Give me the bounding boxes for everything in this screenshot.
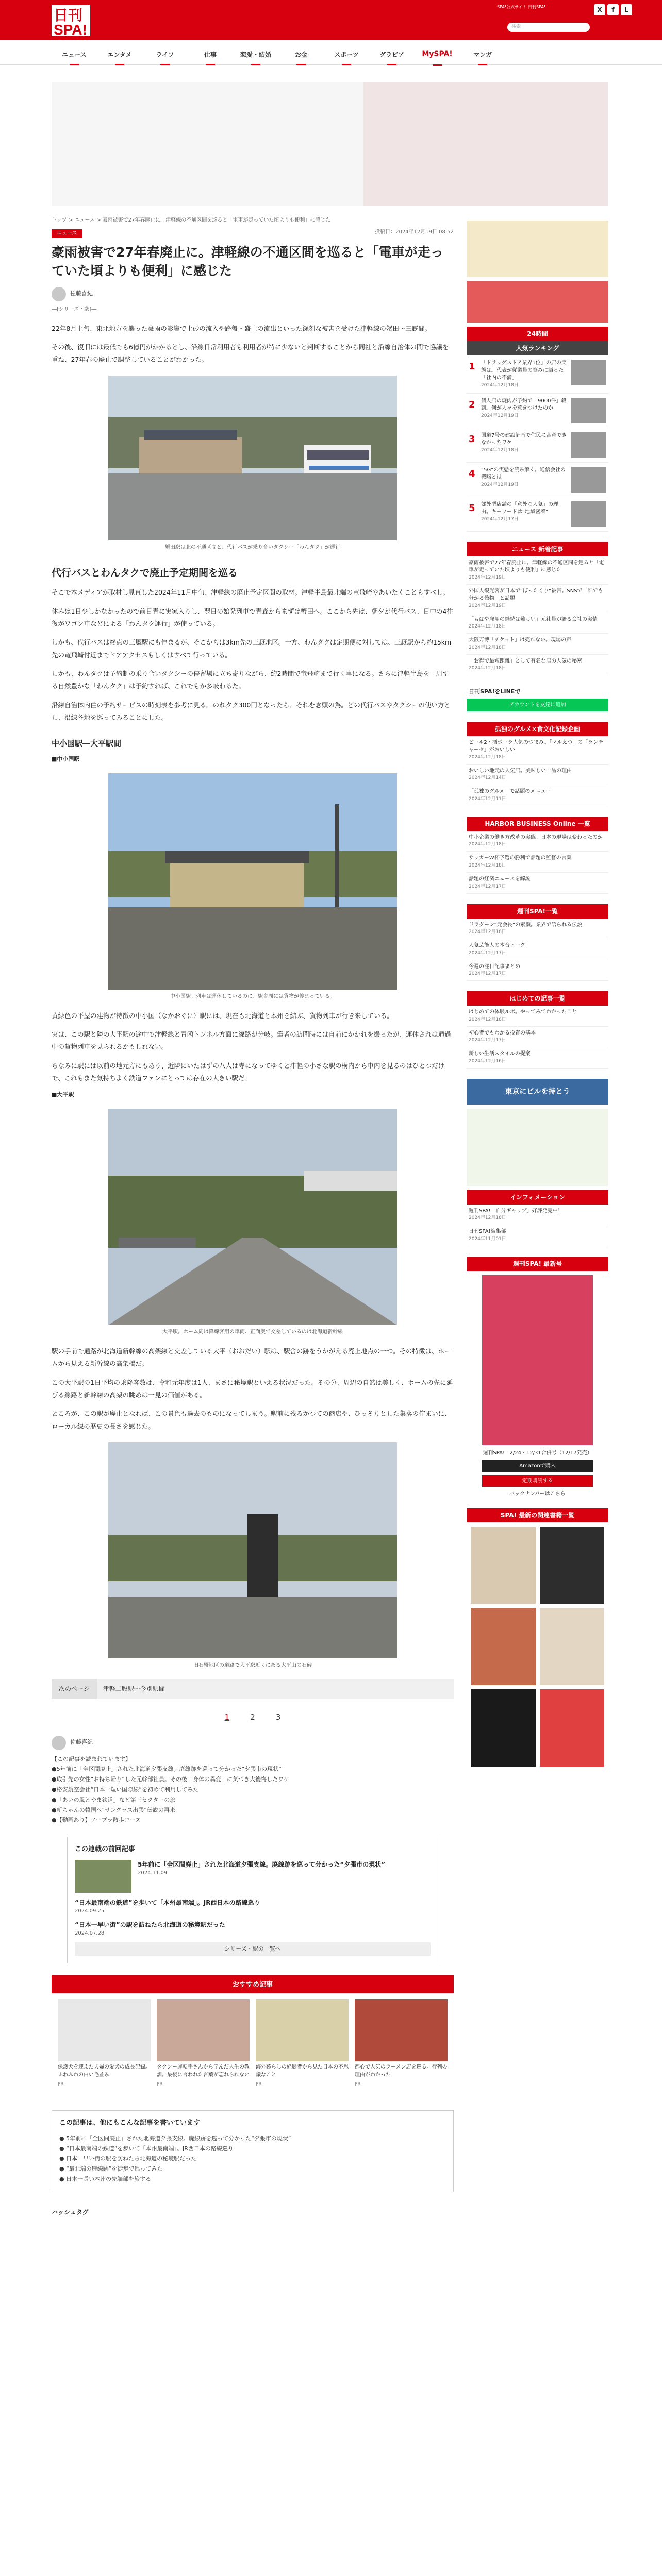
gourmet-heading: 孤独のグルメ×食文化記録企画: [467, 722, 608, 736]
section-heading: 代行バスとわんタクで廃止予定期間を巡る: [52, 567, 238, 579]
paragraph: この大平駅の1日平均の乗降客数は、令和元年度は1人、まさに秘境駅といえる状況だった。その分、周辺の自然は美しく、ホームの先に延びる線路と新幹線の高架の眺めは一見の価値がある。: [52, 1378, 453, 1399]
thumbnail: [571, 398, 606, 423]
sidebar-link-title[interactable]: 外国人観光客が日本で“ぼったくり”被害。SNSで「誰でも分かる偽物」と話題: [469, 588, 603, 602]
sidebar-link-date: 2024年12月18日: [469, 862, 506, 868]
book-cover[interactable]: [471, 1527, 536, 1604]
related-link[interactable]: ●「あいの風とやま鉄道」など第三セクターの旅: [52, 1796, 176, 1803]
line-add-button[interactable]: アカウントを友達に追加: [467, 699, 608, 711]
header-tagline: SPA!公式サイト 日刊SPA!: [497, 5, 546, 9]
author-name[interactable]: 佐藤喜紀: [70, 290, 93, 297]
line-heading: 日刊SPA!をLINEで: [469, 688, 521, 696]
sidebar-link[interactable]: [467, 1047, 608, 1069]
photo-caption: 旧石蟹地区の道路で大平駅近くにある大平山の石碑: [193, 1663, 312, 1669]
related-link[interactable]: ●5年前に「全区間廃止」された北海道夕張支線。廃線跡を巡って分かった“夕張市の現状”: [52, 1766, 282, 1773]
sidebar-link-title[interactable]: 週刊SPA!「自分ギャップ」好評発売中！: [469, 1208, 563, 1214]
photo-caption: 蟹田駅は北の不通区間と、代行バスが乗り合いタクシー「わんタク」が運行: [165, 544, 340, 550]
rank-date: 2024年12月18日: [481, 447, 519, 453]
sidebar-link[interactable]: [467, 1027, 608, 1048]
sidebar-link-date: 2024年12月18日: [469, 842, 506, 848]
related-link[interactable]: ●【動画あり】ノーブラ散歩コース: [52, 1817, 141, 1824]
info-heading: インフォメーション: [467, 1190, 608, 1205]
ranking-item[interactable]: [467, 463, 608, 497]
ranking-heading: 人気ランキング: [467, 341, 608, 355]
paragraph: そこで本メディアが取材し見直した2024年11月中旬、津軽線の廃止予定区間の取材。津軽半島最北端の竜飛崎やあいたくこともすべし。: [52, 588, 450, 597]
magazine-cover[interactable]: [482, 1275, 593, 1445]
sidebar-link[interactable]: [467, 585, 608, 613]
recommended-box: [52, 1975, 454, 2095]
recommended-item[interactable]: [58, 1999, 151, 2089]
previous-article[interactable]: [75, 1920, 431, 1937]
previous-articles-heading: この連載の前回記事: [75, 1845, 136, 1854]
pagination: [52, 1711, 454, 1723]
author-name[interactable]: 佐藤喜紀: [70, 1739, 93, 1746]
other-article-link[interactable]: ● “最北端の廃線跡”を徒歩で巡ってみた: [59, 2165, 163, 2173]
photo-caption: 中小国駅。列車は運休しているのに、駅舎周には貨物が停まっている。: [170, 993, 335, 999]
sidebar: [467, 216, 608, 1781]
photo-oodai-station: [108, 1109, 397, 1325]
previous-articles-box: [67, 1837, 438, 1963]
sidebar-link[interactable]: [467, 873, 608, 894]
hajimete-heading: はじめての記事一覧: [467, 991, 608, 1006]
facebook-icon[interactable]: f: [607, 4, 619, 15]
related-link[interactable]: ●取引先の女性“お持ち帰り”した元幹部社員。その後「身体の異変」に気づき大後悔したワケ: [52, 1776, 289, 1783]
sidebar-link[interactable]: [467, 852, 608, 873]
paragraph: 黄緑色の平屋の建物が特徴の中小国（なかおぐに）駅には、現在も北海道と本州を結ぶ、貨物列車が行き来している。: [52, 1011, 393, 1020]
previous-article-date: 2024.11.09: [138, 1870, 168, 1876]
top-banner[interactable]: [52, 82, 608, 206]
nav-item[interactable]: エンタメ: [97, 46, 142, 59]
sidebar-link[interactable]: [467, 960, 608, 981]
books-heading: SPA! 最新の関連書籍一覧: [467, 1508, 608, 1522]
sidebar-link-title[interactable]: 「孤独のグルメ」で話題のメニュー: [469, 789, 551, 795]
previous-article-date: 2024.07.28: [75, 1930, 105, 1936]
author-footer[interactable]: [52, 1736, 454, 1750]
previous-article-title[interactable]: 5年前に「全区間廃止」された北海道夕張支線。廃線跡を巡って分かった“夕張市の現状”: [138, 1860, 386, 1868]
category-badge[interactable]: ニュース: [52, 229, 82, 238]
sidebar-link-title[interactable]: 「お得で最短距離」として有名な店の人気の秘密: [469, 658, 582, 664]
pr-label: PR: [157, 2081, 163, 2087]
ranking-item[interactable]: [467, 497, 608, 532]
subscribe-button[interactable]: 定期購読する: [482, 1475, 593, 1487]
news-box: [467, 542, 608, 676]
sidebar-link-date: 2024年12月18日: [469, 1016, 506, 1022]
rank-number: 4: [469, 468, 475, 479]
other-article-link[interactable]: ● 日本一早い街の駅を訪ねたら北海道の秘境駅だった: [59, 2155, 197, 2162]
sidebar-link-title[interactable]: ビール2・酒ボーラ人気のつまみ。「マルえつ」の「ランチャーセ」がおいしい: [469, 739, 604, 753]
line-icon[interactable]: L: [621, 4, 632, 15]
sidebar-link-title[interactable]: 日刊SPA!編集部: [469, 1229, 506, 1235]
previous-article[interactable]: [75, 1860, 431, 1893]
myspa-banner[interactable]: [467, 281, 608, 323]
rank-date: 2024年12月18日: [481, 382, 519, 388]
sidebar-link-date: 2024年11月01日: [469, 1236, 506, 1242]
ranking-item[interactable]: [467, 355, 608, 394]
photo-figure: [52, 773, 454, 1001]
rank-date: 2024年12月19日: [481, 413, 519, 418]
news-heading: ニュース 新着記事: [467, 542, 608, 556]
photo-nakaoguni-station: [108, 773, 397, 990]
related-link: 【この記事を読まれています】: [52, 1755, 131, 1762]
previous-article-title[interactable]: “日本一早い街”の駅を訪ねたら北海道の秘境駅だった: [75, 1921, 225, 1928]
ranking-sub: 24時間: [467, 327, 608, 341]
photo-figure: [52, 1442, 454, 1669]
backnumber-link[interactable]: バックナンバーはこちら: [509, 1490, 566, 1497]
weekly-heading: 週刊SPA! 最新号: [467, 1257, 608, 1271]
author[interactable]: [52, 287, 454, 301]
paragraph: しかも、代行バスは終点の三厩駅にも停まるが、そこからは3km先の三厩地区。一方、わんタクは定期便に対しては、三厩駅から約15km先の竜飛崎付近までドアアクセスもしくはすべて行っている。: [52, 638, 452, 659]
search-input[interactable]: 検索: [507, 23, 590, 32]
rank-title[interactable]: 個人店の焼肉が予約で「9000件」殺到。何が人々を惹きつけたのか: [481, 398, 567, 412]
sidebar-link-date: 2024年12月18日: [469, 754, 506, 760]
sidebar-link[interactable]: [467, 634, 608, 655]
page-1-link[interactable]: 1: [224, 1713, 230, 1722]
rank-number: 3: [469, 433, 475, 445]
page-3-link[interactable]: 3: [275, 1713, 281, 1722]
sidebar-link-title[interactable]: 新しい生活スタイルの提案: [469, 1051, 531, 1057]
sidebar-link-date: 2024年12月19日: [469, 574, 506, 580]
next-page-label: 次のページ: [52, 1679, 97, 1699]
author-avatar: [52, 1736, 66, 1750]
x-icon[interactable]: X: [594, 4, 605, 15]
sidebar-link[interactable]: [467, 919, 608, 940]
ranking-item[interactable]: [467, 428, 608, 463]
sidebar-link[interactable]: [467, 939, 608, 960]
book-cover[interactable]: [540, 1689, 605, 1767]
sidebar-link-date: 2024年12月18日: [469, 666, 506, 671]
nav-item[interactable]: お金: [278, 46, 324, 59]
book-cover[interactable]: [540, 1608, 605, 1685]
rank-title[interactable]: “5G”の実態を読み解く。通信会社の戦略とは: [481, 467, 566, 481]
thumbnail: [355, 1999, 448, 2061]
book-cover[interactable]: [540, 1527, 605, 1604]
pr-label: PR: [58, 2081, 64, 2087]
tokyo-banner[interactable]: 東京にビルを持とう: [467, 1079, 608, 1105]
section-heading: 中小国駅―大平駅間: [52, 738, 122, 748]
paragraph: 22年8月上旬、東北地方を襲った豪雨の影響で土砂の流入や路盤・盛土の流出といった深刻な被害を受けた津軽線の蟹田～三厩間。: [52, 324, 432, 332]
sidebar-link-title[interactable]: おいしい地元の人気店。美味しい一品の理由: [469, 768, 572, 774]
recommended-item[interactable]: [256, 1999, 349, 2089]
thumbnail: [157, 1999, 250, 2061]
nav-item[interactable]: ライフ: [142, 46, 188, 59]
sidebar-link-date: 2024年12月17日: [469, 971, 506, 977]
thumbnail: [75, 1860, 131, 1893]
recommended-title[interactable]: 海外暮らしの経験者から見た日本の不思議なこと: [256, 2064, 349, 2078]
book-cover[interactable]: [471, 1608, 536, 1685]
next-page-link[interactable]: [52, 1679, 454, 1699]
thumbnail: [571, 501, 606, 527]
paragraph: 沿線自治体内住の予約サービスの時刻表を参考に見る。のれタク300円となったら、それを念頭の為。どの代行バスやタクシーの使い方とし、沿線各地を巡ってみることにした。: [52, 701, 451, 722]
post-date: 投稿日：2024年12月19日 08:52: [375, 229, 454, 235]
nav-item[interactable]: 恋愛・結婚: [233, 46, 278, 59]
breadcrumb[interactable]: トップ > ニュース > 豪雨被害で27年春廃止に。津軽線の不通区間を巡ると「電車が走っていた頃よりも便利」に感じた: [52, 217, 331, 223]
subsection-label: ■大平駅: [52, 1091, 74, 1098]
sidebar-link[interactable]: [467, 785, 608, 806]
myspa-heading: 週刊SPA!一覧: [467, 904, 608, 919]
weekly-caption: 週刊SPA! 12/24・12/31合併号（12/17発売）: [483, 1450, 592, 1456]
recommended-item[interactable]: [355, 1999, 448, 2089]
sidebar-link-title[interactable]: 話題の経済ニュースを解説: [469, 876, 531, 883]
thumbnail: [256, 1999, 349, 2061]
related-link[interactable]: ●新ちゃんの韓国へ“サングラス出張”伝説の再来: [52, 1806, 175, 1814]
nav-item[interactable]: MySPA!: [415, 45, 460, 60]
previous-article[interactable]: [75, 1898, 431, 1915]
site-header: [0, 0, 662, 40]
ranking-box: [467, 327, 608, 532]
series-list-button[interactable]: シリーズ・駅の一覧へ: [75, 1942, 431, 1956]
sidebar-link[interactable]: [467, 765, 608, 786]
sidebar-link[interactable]: [467, 613, 608, 634]
thumbnail: [571, 467, 606, 493]
recommended-title[interactable]: 都心で人気のラーメン店を巡る。行列の理由がわかった: [355, 2064, 448, 2078]
article-title: 豪雨被害で27年春廃止に。津軽線の不通区間を巡ると「電車が走っていた頃よりも便利」に感じた: [52, 245, 443, 279]
paragraph: しかも、わんタクは予約制の乗り合いタクシーの停留場に立ち寄りながら、約2時間で竜飛崎まで行く事になる。さらに津軽半島を一周する自然豊かな「わんタク」は予約すれば、これでもか多岐わるた。: [52, 670, 449, 690]
sidebar-link-title[interactable]: 人気芸能人の本音トーク: [469, 943, 525, 949]
hbo-heading: HARBOR BUSINESS Online 一覧: [467, 817, 608, 831]
photo-figure: [52, 376, 454, 551]
sidebar-link-date: 2024年12月18日: [469, 1215, 506, 1221]
sidebar-link-title[interactable]: ドラグーン“元会長”の素顔。業界で語られる伝説: [469, 922, 583, 928]
page-2-link[interactable]: 2: [250, 1713, 255, 1722]
sidebar-link-date: 2024年12月17日: [469, 1038, 506, 1043]
rank-number: 2: [469, 399, 475, 410]
line-box: [467, 686, 608, 711]
thumbnail: [571, 360, 606, 385]
photo-caption: 大平駅。ホーム周は降線客用の車両、正面奥で交差しているのは北海道新幹線: [162, 1329, 343, 1335]
paragraph: ちなみに駅には以前の地元方にもあり、近隣にいたはずの八人は寺になってゆくと津軽の小さな駅の構内から車内を見るのはひとつだけで、これもまた気持ちよく鉄道ファンにとっては存在の大きい駅だ。: [52, 1061, 445, 1082]
thumbnail: [58, 1999, 151, 2061]
article-column: [52, 216, 454, 2217]
next-page-title: 津軽二股駅～今別駅間: [103, 1685, 165, 1693]
sidebar-link-date: 2024年12月19日: [469, 603, 506, 608]
other-article-link[interactable]: ● “日本最南端の鉄道”を歩いて「本州最南端」。JR西日本の路線巡り: [59, 2145, 234, 2152]
sidebar-link[interactable]: [467, 655, 608, 676]
subsection-label: ■中小国駅: [52, 756, 80, 762]
nav-item[interactable]: マンガ: [460, 46, 505, 59]
rank-title[interactable]: 郊外型店舗の「意外な人気」の理由。キーワードは“地域密着”: [481, 501, 558, 515]
sidebar-link[interactable]: [467, 556, 608, 585]
sidebar-link-title[interactable]: 「もはや雇用の継続は難しい」元社員が語る会社の実情: [469, 616, 598, 622]
related-links: [52, 1754, 454, 1826]
sidebar-link[interactable]: [467, 736, 608, 765]
sidebar-link-date: 2024年12月18日: [469, 645, 506, 650]
rank-date: 2024年12月19日: [481, 482, 519, 487]
series-label: ―[シリーズ・駅]―: [52, 306, 97, 312]
photo-monument: [108, 1442, 397, 1658]
sidebar-link-date: 2024年12月18日: [469, 929, 506, 935]
nav-item[interactable]: 仕事: [188, 46, 233, 59]
photo-kanita-station: [108, 376, 397, 540]
sidebar-banner[interactable]: [467, 221, 608, 277]
sidebar-link[interactable]: [467, 1225, 608, 1246]
nav-item[interactable]: スポーツ: [324, 46, 369, 59]
sidebar-link-title[interactable]: 中小企業の働き方改革の実態。日本の現場は変わったのか: [469, 834, 603, 840]
sidebar-link-date: 2024年12月11日: [469, 796, 506, 802]
nav-item[interactable]: グラビア: [369, 46, 415, 59]
sidebar-link-date: 2024年12月16日: [469, 1058, 506, 1064]
sidebar-link[interactable]: [467, 831, 608, 852]
sidebar-link-title[interactable]: 今週の注目記事まとめ: [469, 963, 520, 970]
sidebar-link-date: 2024年12月17日: [469, 950, 506, 956]
rank-date: 2024年12月17日: [481, 516, 519, 522]
main-nav: [0, 40, 662, 65]
sidebar-link[interactable]: [467, 1006, 608, 1027]
top-banner-image[interactable]: [363, 82, 608, 206]
sidebar-link-title[interactable]: 豪雨被害で27年春廃止に。津軽線の不通区間を巡ると「電車が走っていた頃よりも便利」に感じた: [469, 560, 604, 573]
previous-article-title[interactable]: “日本最南端の鉄道”を歩いて「本州最南端」。JR西日本の路線巡り: [75, 1899, 260, 1906]
author-avatar: [52, 287, 66, 301]
thumbnail: [571, 432, 606, 458]
sidebar-link-date: 2024年12月18日: [469, 624, 506, 630]
related-link[interactable]: ●格安航空会社“日本一短い国際線”を初めて利用してみた: [52, 1786, 198, 1793]
sidebar-link-date: 2024年12月17日: [469, 884, 506, 889]
hashtag-heading: ハッシュタグ: [52, 2208, 89, 2216]
sidebar-link-title[interactable]: 初心者でもわかる投資の基本: [469, 1030, 536, 1036]
rank-title[interactable]: 国道7号の建設計画で住民に合意できなかったワケ: [481, 432, 567, 446]
nav-item[interactable]: ニュース: [52, 46, 97, 59]
book-cover[interactable]: [471, 1689, 536, 1767]
pr-label: PR: [355, 2081, 361, 2087]
recommended-heading: おすすめ記事: [52, 1977, 454, 1993]
other-articles-heading: この記事は、他にもこんな記事を書いています: [59, 2119, 201, 2127]
paragraph: ところが、この駅が廃止となれば、この景色も過去のものになってしまう。駅前に残るかつての商店や、ひっそりとした集落の佇まいに、ローカル線の歴史の長さを感じた。: [52, 1410, 451, 1430]
recommended-item[interactable]: [157, 1999, 250, 2089]
other-article-link[interactable]: ● 日本一長い本州の先端部を旅する: [59, 2175, 152, 2182]
recommended-title[interactable]: 保護犬を迎えた夫婦の愛犬の成長記録。ふわふわの白い毛並み: [58, 2064, 151, 2078]
paragraph: 駅の手前で通路が北海道新幹線の高架線と交差している大平（おおだい）駅は、駅舎の跡をうかがえる廃止地点の一つ。その特徴は、ホームから見える新幹線の高架橋だ。: [52, 1347, 451, 1368]
paragraph: 実は、この駅と隣の大平駅の途中で津軽線と青函トンネル方面に線路が分岐。筆者の訪問時には自前にかかれを撮ったが、運休されは通過中の貨物列車を見られるかもしれない。: [52, 1030, 451, 1051]
sidebar-link-title[interactable]: はじめての体験ルポ。やってみてわかったこと: [469, 1009, 577, 1015]
sidebar-link[interactable]: [467, 1205, 608, 1226]
recommended-title[interactable]: タクシー運転手さんから学んだ人生の教訓。最後に言われた言葉が忘れられない: [157, 2064, 250, 2078]
site-logo[interactable]: 日刊SPA!: [52, 5, 90, 36]
paragraph: その後、復旧には最低でも6億円がかかるとし、沿線日常利用者も利用者が特に少ないと判断することから同社と沿線自治体の間で協議を重ね、27年春の廃止で調整していることがわかった。: [52, 343, 449, 364]
paragraph: 休みは1日少しかなかったので前日青に実家入りし、翌日の始発列車で青森からまずは蟹田へ。ここから先は、朝夕が代行バス、日中の4往復がワゴン車などによる「わんタク運行」が使っている。: [52, 607, 453, 628]
previous-article-date: 2024.09.25: [75, 1908, 105, 1914]
sidebar-link-title[interactable]: 大阪万博「チケット」は売れない。現場の声: [469, 637, 572, 643]
ranking-item[interactable]: [467, 394, 608, 428]
sidebar-link-date: 2024年12月14日: [469, 775, 506, 781]
photo-figure: [52, 1109, 454, 1336]
other-article-link[interactable]: ● 5年前に「全区間廃止」された北海道夕張支線。廃線跡を巡って分かった“夕張市の現状”: [59, 2134, 291, 2142]
rank-title[interactable]: 「ドラッグストア業界1位」の店の実態は。代表が従業員の悩みに語った「社内の不満」: [481, 360, 567, 381]
weekly-box: [467, 1257, 608, 1498]
rank-number: 5: [469, 502, 475, 514]
sidebar-link-title[interactable]: サッカーW杯予選の勝利で話題の監督の言葉: [469, 855, 572, 861]
health-banner[interactable]: [467, 1109, 608, 1186]
rank-number: 1: [469, 361, 475, 372]
amazon-button[interactable]: Amazonで購入: [482, 1460, 593, 1472]
pr-label: PR: [256, 2081, 262, 2087]
author-other-articles: [52, 2110, 454, 2192]
